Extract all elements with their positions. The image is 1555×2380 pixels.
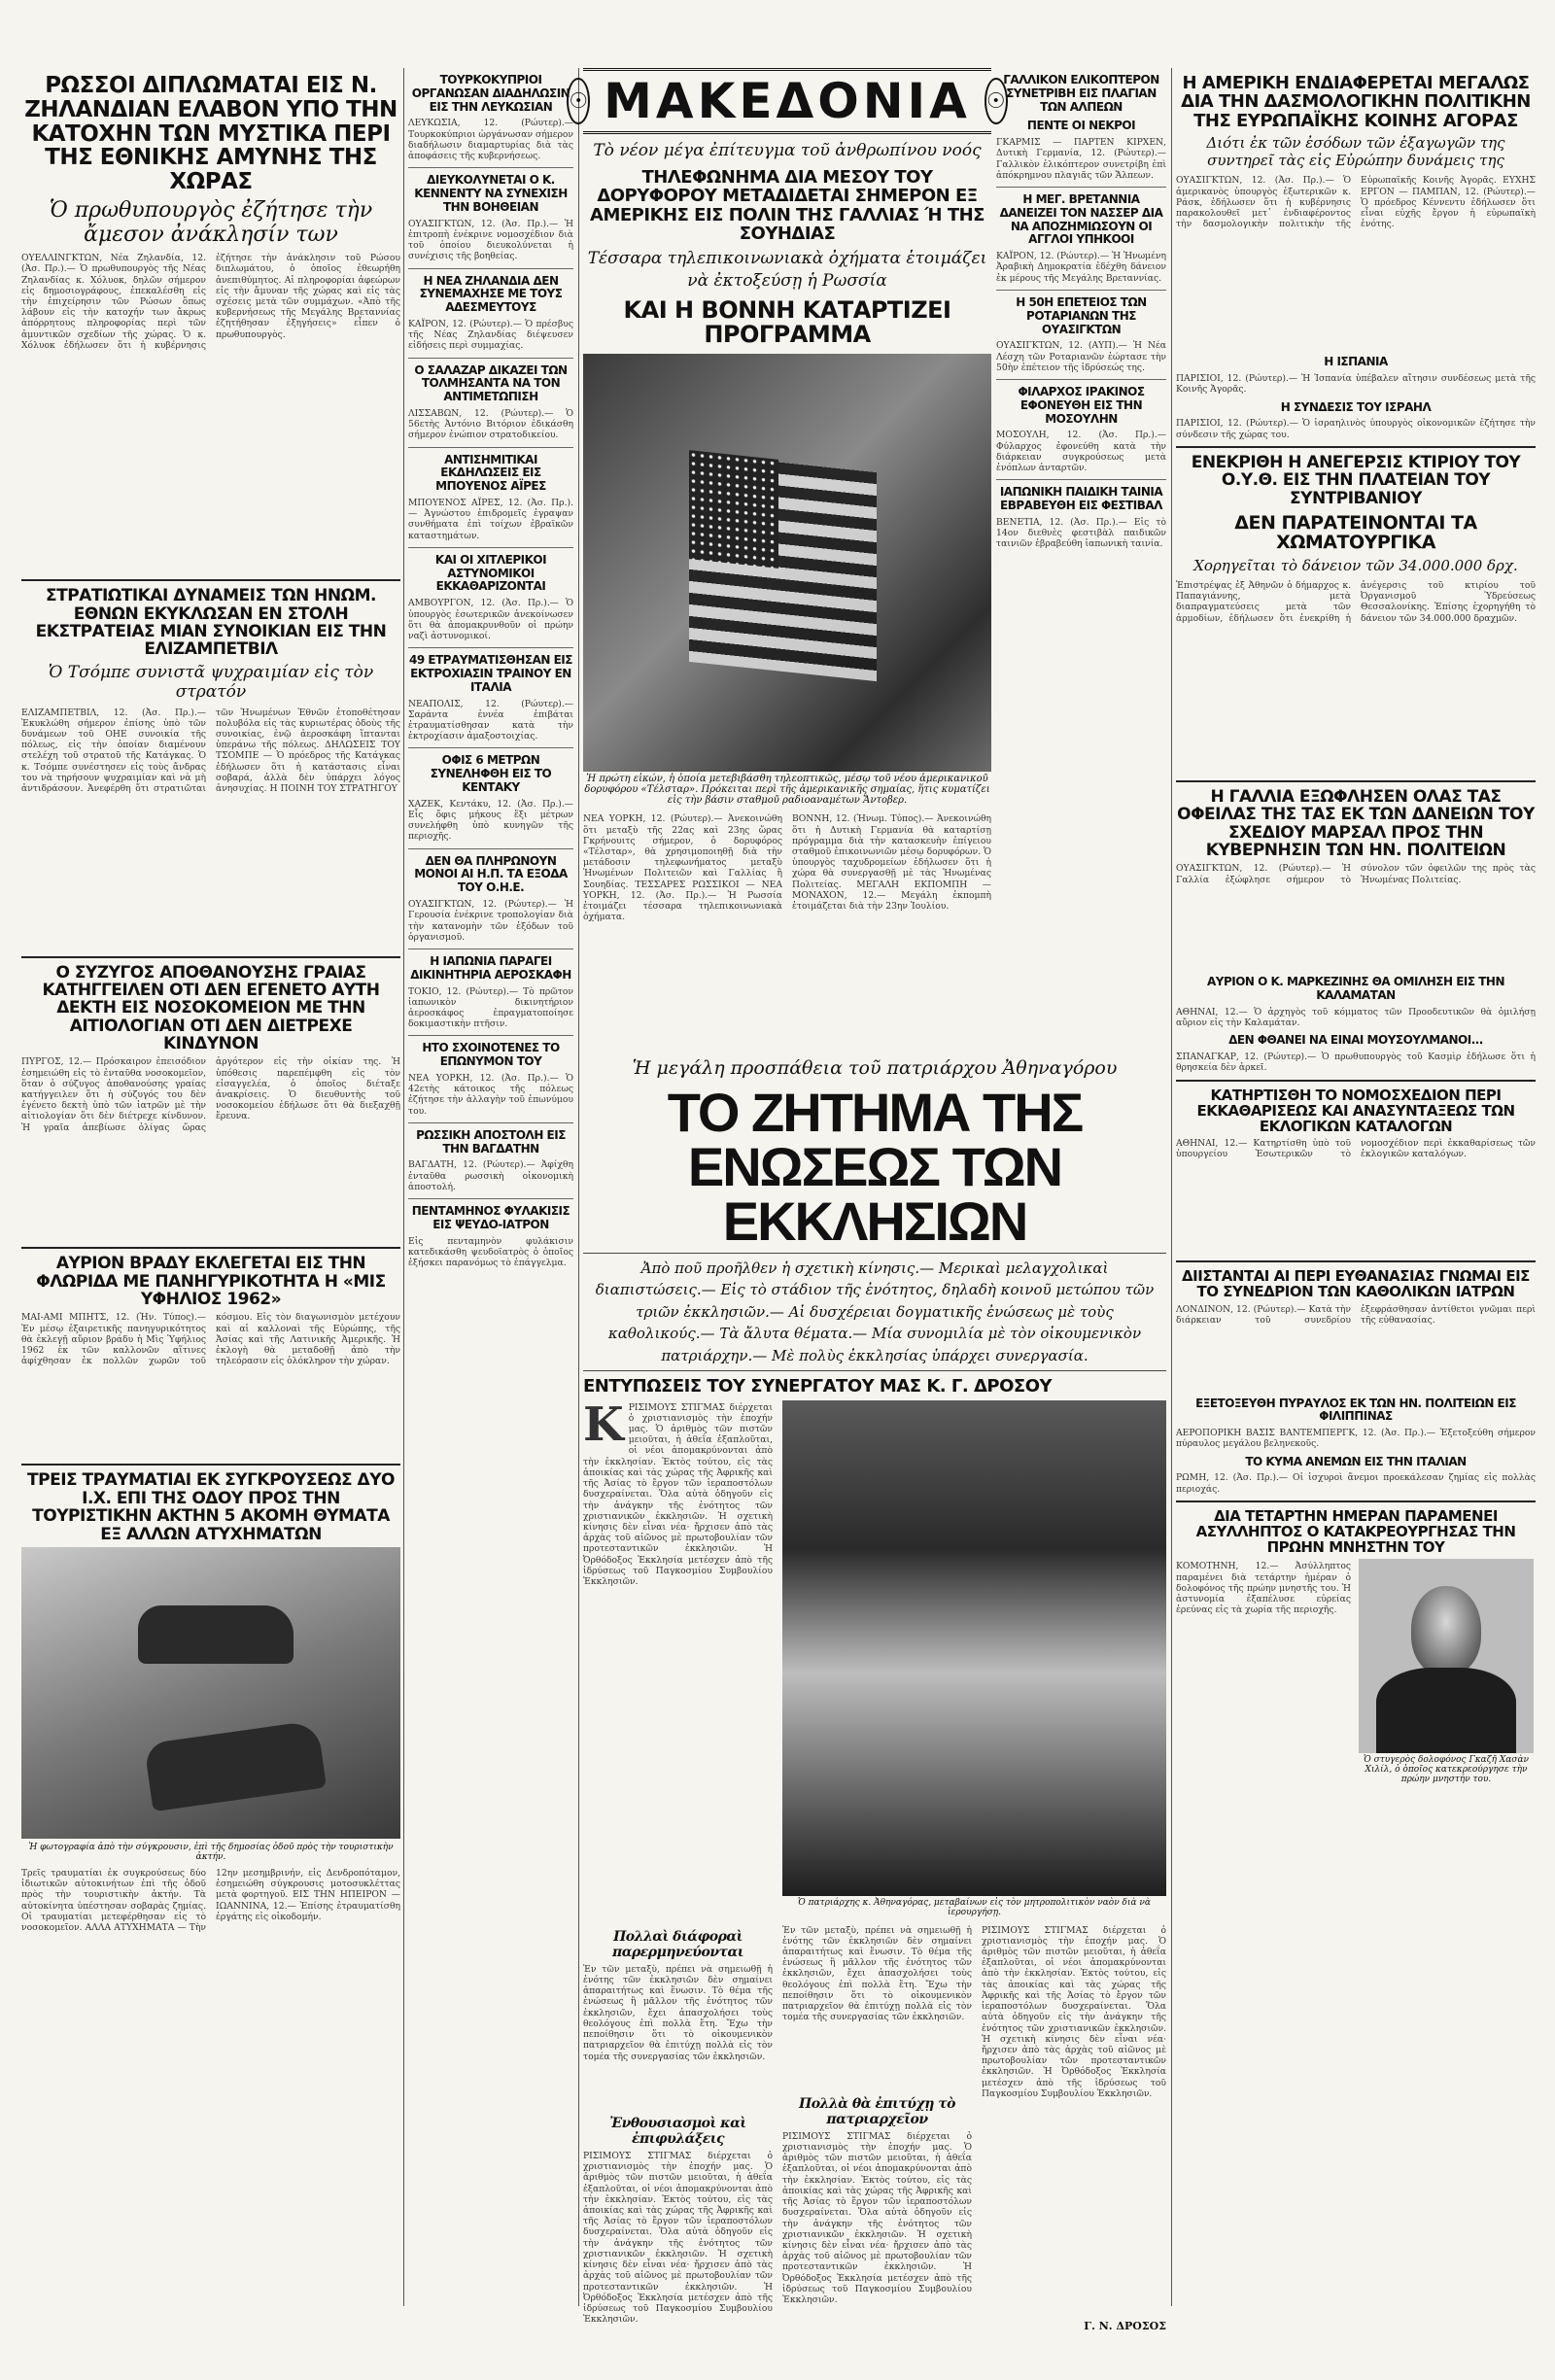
column-center-right [996, 68, 1166, 1001]
column-right [1176, 68, 1536, 2306]
divider [996, 379, 1166, 380]
brief [408, 654, 573, 742]
photo-caption: Ἡ πρώτη εἰκών, ἡ ὁποία μετεβιβάσθη τηλεοπτικῶς, μέσῳ τοῦ νέου ἀμερικανικοῦ δορυφόρου «Τέλσταρ». Πρόκειται περὶ τῆς ἀμερικανικῆς σημαίας, ἥτις κυματίζει εἰς τὴν βάσιν σταθμοῦ ραδιοαναμέτων Ἄντοβερ. [584, 774, 990, 807]
divider [996, 479, 1166, 480]
portrait-head-shape [1411, 1586, 1481, 1675]
brief-body: ΓΚΑΡΜΙΣ — ΠΑΡΤΕΝ ΚΙΡΧΕΝ, Δυτικὴ Γερμανία, 12. (Ρώυτερ).— Γαλλικὸν ἐλικόπτερον συνετρίβη ἐπὶ ἀπόκρημνου πλαγιᾶς τῶν Ἄλπεων. [996, 137, 1166, 181]
article-murderer [1176, 1508, 1536, 1811]
flag-canton-shape [689, 450, 778, 569]
divider [408, 447, 573, 448]
photo-caption: Ὁ στυγερὸς δολοφόνος Γκαζῆ Χασὰν Χιλίλ, ὁ ὁποῖος κατεκρεούργησε τὴν πρώην μνηστήν του. [1363, 1755, 1529, 1785]
article-body: ΟΥΑΣΙΓΚΤΩΝ, 12. (Ρώυτερ).— Ἡ Γαλλία ἐξώφλησε σήμερον τὸ σύνολον τῶν ὀφειλῶν της πρὸς τὰς Ἡνωμένας Πολιτείας. [1176, 863, 1536, 885]
brief-body: ΟΥΑΣΙΓΚΤΩΝ, 12. (Ρώυτερ).— Ἡ Γερουσία ἐνέκρινε τροπολογίαν διὰ τὴν κατανομὴν τῶν ἐξόδων τοῦ ὀργανισμοῦ. [408, 899, 573, 943]
brief [408, 554, 573, 641]
brief [408, 275, 573, 352]
article-body: Ἐπιστρέψας ἐξ Ἀθηνῶν ὁ δήμαρχος κ. Παπαγιάννης, μετὰ διαπραγματεύσεις μετὰ τῶν ἁρμοδίων, ἐδήλωσεν ὅτι ἐνεκρίθη ἡ ἀνέγερσις τοῦ κτιρίου τοῦ Ὀργανισμοῦ Ὑδρεύσεως Θεσσαλονίκης. Ἐπίσης ἐχορηγήθη τὸ δάνειον τῶν 34.000.000 δραχμῶν. [1176, 579, 1536, 624]
brief-body: ΟΥΑΣΙΓΚΤΩΝ, 12. (Ἀσ. Πρ.).— Ἡ ἐπιτροπὴ ἐνέκρινε νομοσχέδιον διὰ τοῦ ὁποίου διευκολύνεται ἡ συνέχισις τῆς βοηθείας. [408, 218, 573, 262]
subheadline: Ὁ πρωθυπουργὸς ἐζήτησε τὴν ἄμεσον ἀνάκλησίν των [49, 198, 373, 248]
column-divider [578, 68, 579, 2306]
divider [996, 187, 1166, 188]
headline: ΟΦΙΣ 6 ΜΕΤΡΩΝ ΣΥΝΕΛΗΦΘΗ ΕΙΣ ΤΟ ΚΕΝΤΑΚΥ [430, 753, 552, 795]
story-lower-row [583, 1923, 1166, 2380]
brief-body: ΒΕΝΕΤΙΑ, 12. (Ἀσ. Πρ.).— Εἰς τὸ 14ον διεθνὲς φεστιβὰλ παιδικῶν ταινιῶν ἐβραβεύθη ἰαπωνικὴ ταινία. [996, 516, 1166, 550]
article-body: Ἐν τῶν μεταξὺ, πρέπει νὰ σημειωθῇ ἡ ἐνότης τῶν ἐκκλησιῶν δὲν σημαίνει ἀπαραιτήτως καὶ ἕνωσιν. Τὸ θέμα τῆς ἑνώσεως ἢ μᾶλλον τῆς ἐνότητος τῶν ἐκκλησιῶν, ἔχει ἀπασχολήσει τοὺς θεολόγους ἐπὶ πολλὰ ἔτη. Ἔχω τὴν πεποίθησιν ὅτι τὸ οἰκουμενικὸν πατριαρχεῖον θὰ ἐπιτύχῃ πολλὰ εἰς τὸν τομέα τῆς συνεργασίας τῶν ἐκκλησιῶν. [782, 1924, 972, 2023]
article-body: ΑΘΗΝΑΙ, 12.— Ὁ ἀρχηγὸς τοῦ κόμματος τῶν Προοδευτικῶν θὰ ὁμιλήσῃ αὔριον εἰς τὴν Καλαμάταν. [1176, 1006, 1536, 1029]
headline: Η ΑΜΕΡΙΚΗ ΕΝΔΙΑΦΕΡΕΤΑΙ ΜΕΓΑΛΩΣ ΔΙΑ ΤΗΝ ΔΑΣΜΟΛΟΓΙΚΗΝ ΠΟΛΙΤΙΚΗΝ ΤΗΣ ΕΥΡΩΠΑΪΚΗΣ ΚΟΙΝΗΣ ΑΓΟΡΑΣ [1181, 73, 1531, 131]
divider [408, 848, 573, 849]
headline: Ο ΣΑΛΑΖΑΡ ΔΙΚΑΖΕΙ ΤΩΝ ΤΟΛΜΗΣΑΝΤΑ ΝΑ ΤΟΝ ΑΝΤΙΜΕΤΩΠΙΣΗ [414, 362, 568, 404]
brief-body: ΝΕΑ ΥΟΡΚΗ, 12. (Ἀσ. Πρ.).— Ὁ 42ετὴς κάτοικος τῆς πόλεως ἐζήτησε τὴν ἀλλαγὴν τοῦ ἐπωνύμου του. [408, 1073, 573, 1117]
headline: ΦΙΛΑΡΧΟΣ ΙΡΑΚΙΝΟΣ ΕΦΟΝΕΥΘΗ ΕΙΣ ΤΗΝ ΜΟΣΟΥΛΗΝ [1018, 384, 1145, 426]
story-text-column [982, 1923, 1166, 2380]
column-briefs [408, 68, 573, 2306]
brief-body: ΧΑΖΕΚ, Κεντάκυ, 12. (Ἀσ. Πρ.).— Εἷς ὄφις μήκους ἕξι μέτρων συνελήφθη ὑπὸ κυνηγῶν τῆς περιοχῆς. [408, 798, 573, 843]
divider [408, 1035, 573, 1036]
section-label: ΤΟ ΚΥΜΑ ΑΝΕΜΩΝ ΕΙΣ ΤΗΝ ΙΤΑΛΙΑΝ [1245, 1454, 1467, 1468]
article-body: ΠΥΡΓΟΣ, 12.— Πρόσκαιρον ἐπεισόδιον ἐσημειώθη εἰς τὸ ἐνταῦθα νοσοκομεῖον, ὅταν ὁ σύζυγος ἀποθανούσης γραίας κατήγγειλεν ὅτι ἡ σύζυγός του δὲν ἐγένετο δεκτὴ ὑπὸ τῶν ἰατρῶν μὲ τὴν αἰτιολογίαν ὅτι δὲν διέτρεχε κίνδυνον. Ἡ γραῖα ἀπεβίωσε ὀλίγας ὥρας ἀργότερον εἰς τὴν οἰκίαν της. Ἡ ὑπόθεσις παρεπέμφθη εἰς τὸν εἰσαγγελέα, ὁ ὁποῖος διέταξε ἀνακρίσεις. Ὁ διευθυντὴς τοῦ νοσοκομείου ἐδήλωσε ὅτι θὰ διεξαχθῇ ἔρευνα. [21, 1056, 400, 1133]
subheadline: Ὁ Τσόμπε συνιστᾶ ψυχραιμίαν εἰς τὸν στρατόν [48, 662, 374, 702]
kicker: Ἡ μεγάλη προσπάθεια τοῦ πατριάρχου Ἀθηναγόρου [632, 1057, 1118, 1079]
brief [996, 486, 1166, 549]
article-body: ΠΑΡΙΣΙΟΙ, 12. (Ρώυτερ).— Ἡ Ἰσπανία ὑπέβαλεν αἴτησιν συνδέσεως μετὰ τῆς Κοινῆς Ἀγορᾶς. [1176, 373, 1536, 396]
article-france-marshall [1176, 788, 1536, 1074]
headline: Η ΝΕΑ ΖΗΛΑΝΔΙΑ ΔΕΝ ΣΥΝΕΜΑΧΗΣΕ ΜΕ ΤΟΥΣ ΑΔΕΣΜΕΥΤΟΥΣ [419, 273, 563, 315]
headline: Ο ΣΥΖΥΓΟΣ ΑΠΟΘΑΝΟΥΣΗΣ ΓΡΑΙΑΣ ΚΑΤΗΓΓΕΙΛΕΝ ΟΤΙ ΔΕΝ ΕΓΕΝΕΤΟ ΑΥΤΗ ΔΕΚΤΗ ΕΙΣ ΝΟΣΟΚΟΜΕΙΟΝ ΜΕ ΤΗΝ ΑΙΤΙΟΛΟΓΙΑΝ ΟΤΙ ΔΕΝ ΔΙΕΤΡΕΧΕ ΚΙΝΔΥΝΟΝ [42, 962, 380, 1054]
headline: ΔΙΙΣΤΑΝΤΑΙ ΑΙ ΠΕΡΙ ΕΥΘΑΝΑΣΙΑΣ ΓΝΩΜΑΙ ΕΙΣ ΤΟ ΣΥΝΕΔΡΙΟΝ ΤΩΝ ΚΑΘΟΛΙΚΩΝ ΙΑΤΡΩΝ [1182, 1267, 1530, 1301]
article-euthanasia [1176, 1268, 1536, 1495]
divider [408, 358, 573, 359]
headline-secondary: ΔΕΝ ΠΑΡΑΤΕΙΝΟΝΤΑΙ ΤΑ ΧΩΜΑΤΟΥΡΓΙΚΑ [1234, 511, 1477, 554]
dropcap: Κ [583, 1397, 624, 1452]
divider [408, 747, 573, 748]
headline: ΓΑΛΛΙΚΟΝ ΕΛΙΚΟΠΤΕΡΟΝ ΣΥΝΕΤΡΙΒΗ ΕΙΣ ΠΛΑΓΙΑΝ ΤΩΝ ΑΛΠΕΩΝ [1003, 73, 1159, 114]
section-label: ΔΕΝ ΦΘΑΝΕΙ ΝΑ ΕΙΝΑΙ ΜΟΥΣΟΥΛΜΑΝΟΙ... [1228, 1033, 1483, 1048]
masthead [569, 68, 1006, 134]
story-text-column [782, 1923, 972, 2380]
headline: ΠΕΝΤΑΜΗΝΟΣ ΦΥΛΑΚΙΣΙΣ ΕΙΣ ΨΕΥΔΟ-ΙΑΤΡΟΝ [411, 1204, 570, 1231]
car-shape [138, 1605, 294, 1664]
headline: Η ΙΑΠΩΝΙΑ ΠΑΡΑΓΕΙ ΔΙΚΙΝΗΤΗΡΙΑ ΑΕΡΟΣΚΑΦΗ [410, 953, 571, 982]
article-body: ΡΙΣΙΜΟΥΣ ΣΤΙΓΜΑΣ διέρχεται ὁ χριστιανισμὸς τὴν ἐποχήν μας. Ὁ ἀριθμὸς τῶν πιστῶν μειοῦται, ἡ ἀθεΐα ἐξαπλοῦται, οἱ νέοι ἀπομακρύνονται ἀπὸ τὴν ἐκκλησίαν. Ἐκτὸς τούτου, εἰς τὰς ἀποικίας καὶ τὰς χώρας τῆς Ἀφρικῆς καὶ τῆς Ἀσίας τὸ ἔργον τῶν ἱεραποστόλων δυσχεραίνεται. Ὅλα αὐτὰ ὁδηγοῦν εἰς τὴν ἀνάγκην τῆς ἐνότητος τῶν χριστιανικῶν ἐκκλησιῶν. Ἡ σχετικὴ κίνησις δὲν εἶναι νέα· ἤρχισεν ἀπὸ τὰς ἀρχὰς τοῦ αἰῶνος μὲ πρωτοβουλίαν τῶν προτεσταντικῶν ἐκκλησιῶν. Ἡ Ὀρθόδοξος Ἐκκλησία μετέσχεν ἀπὸ τῆς ἱδρύσεως τοῦ Παγκοσμίου Συμβουλίου Ἐκκλησιῶν. [782, 2130, 972, 2306]
article-hospital [21, 964, 400, 1242]
brief-body: ΛΙΣΣΑΒΩΝ, 12. (Ρώυτερ).— Ὁ 56ετὴς Ἀντόνιο Βιτόριον ἐδικάσθη σήμερον ἐνώπιον στρατοδικείου. [408, 407, 573, 441]
article-body: Ἐν τῶν μεταξὺ, πρέπει νὰ σημειωθῇ ἡ ἐνότης τῶν ἐκκλησιῶν δὲν σημαίνει ἀπαραιτήτως καὶ ἕνωσιν. Τὸ θέμα τῆς ἑνώσεως ἢ μᾶλλον τῆς ἐνότητος τῶν ἐκκλησιῶν, ἔχει ἀπασχολήσει τοὺς θεολόγους ἐπὶ πολλὰ ἔτη. Ἔχω τὴν πεποίθησιν ὅτι τὸ οἰκουμενικὸν πατριαρχεῖον θὰ ἐπιτύχῃ πολλὰ εἰς τὸν τομέα τῆς συνεργασίας τῶν ἐκκλησιῶν. [583, 1963, 773, 2062]
photo-caption: Ἡ φωτογραφία ἀπὸ τὴν σύγκρουσιν, ἐπὶ τῆς δημοσίας ὁδοῦ πρὸς τὴν τουριστικὴν ἀκτήν. [28, 1842, 394, 1862]
brief [996, 296, 1166, 373]
divider [1176, 780, 1536, 782]
headline: ΚΑΤΗΡΤΙΣΘΗ ΤΟ ΝΟΜΟΣΧΕΔΙΟΝ ΠΕΡΙ ΕΚΚΑΘΑΡΙΣΕΩΣ ΚΑΙ ΑΝΑΣΥΝΤΑΞΕΩΣ ΤΩΝ ΕΚΛΟΓΙΚΩΝ ΚΑΤΑΛΟΓΩΝ [1196, 1086, 1515, 1135]
brief [408, 1205, 573, 1268]
headline: ΙΑΠΩΝΙΚΗ ΠΑΙΔΙΚΗ ΤΑΙΝΙΑ ΕΒΡΑΒΕΥΘΗ ΕΙΣ ΦΕΣΤΙΒΑΛ [999, 485, 1163, 513]
article-body: ΜΑΙ-ΑΜΙ ΜΠΗΤΣ, 12. (Ἠν. Τύπος).— Ἐν μέσῳ ἐξαιρετικῆς πανηγυρικότητος θὰ ἐκλεγῇ αὔριον βράδυ ἡ Μὶς Ὑφήλιος 1962 ἐκ τῶν καλλονῶν αἵτινες ἀφίχθησαν ἐκ πολλῶν χωρῶν τοῦ κόσμου. Εἰς τὸν διαγωνισμὸν μετέχουν καὶ αἱ καλλοναὶ τῆς Εὐρώπης, τῆς Ἀσίας καὶ τῆς Λατινικῆς Ἀμερικῆς. Ἡ ἐκλογὴ θὰ μεταδοθῇ ἀπὸ τὴν τηλεόρασιν εἰς ὁλόκληρον τὴν χώραν. [21, 1312, 400, 1367]
headline: Η ΓΑΛΛΙΑ ΕΞΩΦΛΗΣΕΝ ΟΛΑΣ ΤΑΣ ΟΦΕΙΛΑΣ ΤΗΣ ΤΑΣ ΕΚ ΤΩΝ ΔΑΝΕΙΩΝ ΤΟΥ ΣΧΕΔΙΟΥ ΜΑΡΣΑΛ ΠΡΟΣ ΤΗΝ ΚΥΒΕΡΝΗΣΙΝ ΤΩΝ ΗΝ. ΠΟΛΙΤΕΙΩΝ [1177, 786, 1535, 860]
article-water-building [1176, 454, 1536, 775]
brief [408, 955, 573, 1029]
photo-caption: Ὁ πατριάρχης κ. Ἀθηναγόρας, μεταβαίνων εἰς τὸν μητροπολιτικὸν ναὸν διὰ νὰ ἱερουργήσῃ. [798, 1897, 1151, 1917]
brief [408, 1129, 573, 1192]
correspondent-headline: ΕΝΤΥΠΩΣΕΙΣ ΤΟΥ ΣΥΝΕΡΓΑΤΟΥ ΜΑΣ Κ. Γ. ΔΡΟΣΟΥ [583, 1376, 1053, 1397]
headline: ΔΙΕΥΚΟΛΥΝΕΤΑΙ Ο Κ. ΚΕΝΝΕΝΤΥ ΝΑ ΣΥΝΕΧΙΣΗ ΤΗΝ ΒΟΗΘΕΙΑΝ [414, 173, 568, 214]
car-crash-photo [21, 1547, 400, 1839]
headline: Η ΜΕΓ. ΒΡΕΤΑΝΝΙΑ ΔΑΝΕΙΖΕΙ ΤΟΝ ΝΑΣΣΕΡ ΔΙΑ ΝΑ ΑΠΟΖΗΜΙΩΣΟΥΝ ΟΙ ΑΓΓΛΟΙ ΥΠΗΚΟΟΙ [999, 192, 1163, 247]
brief-body: Εἰς πενταμηνὸν φυλάκισιν κατεδικάσθη ψευδοϊατρὸς ὁ ὁποῖος ἐξήσκει παρανόμως τὸ ἐπάγγελμα. [408, 1235, 573, 1269]
car-shape [144, 1720, 327, 1811]
brief [408, 1042, 573, 1116]
article-body: ΝΕΑ ΥΟΡΚΗ, 12. (Ρώυτερ).— Ἀνεκοινώθη ὅτι μεταξὺ τῆς 22ας καὶ 23ης ὥρας Γκρήνουιτς σήμερον, ὁ δορυφόρος «Τέλσταρ», θὰ χρησιμοποιηθῇ διὰ τὴν μετάδοσιν τηλεφωνήματος μεταξὺ Ἡνωμένων Πολιτειῶν καὶ Γαλλίας ἢ Σουηδίας. ΤΕΣΣΑΡΕΣ ΡΩΣΣΙΚΟΙ — ΝΕΑ ΥΟΡΚΗ, 12. (Ἀσ. Πρ.).— Ἡ Ρωσσία ἑτοιμάζει τέσσαρα τηλεπικοινωνιακὰ ὀχήματα. [583, 813, 782, 923]
article-common-market [1176, 74, 1536, 440]
greek-emblem-icon: ☉ [567, 78, 590, 124]
article-car-crash [21, 1471, 400, 2217]
greek-emblem-icon: ☉ [985, 78, 1008, 124]
brief [408, 364, 573, 441]
brief [408, 174, 573, 261]
headline: 49 ΕΤΡΑΥΜΑΤΙΣΘΗΣΑΝ ΕΙΣ ΕΚΤΡΟΧΙΑΣΙΝ ΤΡΑΙΝΟΥ ΕΝ ΙΤΑΛΙΑ [409, 653, 572, 694]
divider [408, 547, 573, 548]
brief [408, 754, 573, 842]
section-label: ΑΥΡΙΟΝ Ο Κ. ΜΑΡΚΕΖΙΝΗΣ ΘΑ ΟΜΙΛΗΣΗ ΕΙΣ ΤΗΝ ΚΑΛΑΜΑΤΑΝ [1206, 975, 1505, 1003]
divider [1176, 1500, 1536, 1502]
brief-body: ΜΟΣΟΥΛΗ, 12. (Ἀσ. Πρ.).— Φύλαρχος ἐφονεύθη κατὰ τὴν διάρκειαν συγκρούσεως μετὰ ἐνόπλων ἀνταρτῶν. [996, 430, 1166, 473]
divider [408, 647, 573, 648]
main-subheadline: Τέσσαρα τηλεπικοινωνιακὰ ὀχήματα ἑτοιμάζει νὰ ἐκτοξεύσῃ ἡ Ρωσσία [587, 248, 987, 291]
headline: ΡΩΣΣΙΚΗ ΑΠΟΣΤΟΛΗ ΕΙΣ ΤΗΝ ΒΑΓΔΑΤΗΝ [416, 1127, 566, 1156]
article-un-forces [21, 587, 400, 949]
divider [408, 268, 573, 269]
headline: ΡΩΣΣΟΙ ΔΙΠΛΩΜΑΤΑΙ ΕΙΣ Ν. ΖΗΛΑΝΔΙΑΝ ΕΛΑΒΟΝ ΥΠΟ ΤΗΝ ΚΑΤΟΧΗΝ ΤΩΝ ΜΥΣΤΙΚΑ ΠΕΡΙ ΤΗΣ ΕΘΝΙΚΗΣ ΑΜΥΝΗΣ ΤΗΣ ΧΩΡΑΣ [24, 73, 397, 195]
divider [1176, 1260, 1536, 1262]
divider [21, 956, 400, 958]
headline: ΗΤΟ ΣΧΟΙΝΟΤΕΝΕΣ ΤΟ ΕΠΩΝΥΜΟΝ ΤΟΥ [422, 1041, 560, 1069]
article-body: ΡΙΣΙΜΟΥΣ ΣΤΙΓΜΑΣ διέρχεται ὁ χριστιανισμὸς τὴν ἐποχήν μας. Ὁ ἀριθμὸς τῶν πιστῶν μειοῦται, ἡ ἀθεΐα ἐξαπλοῦται, οἱ νέοι ἀπομακρύνονται ἀπὸ τὴν ἐκκλησίαν. Ἐκτὸς τούτου, εἰς τὰς ἀποικίας καὶ τὰς χώρας τῆς Ἀφρικῆς καὶ τῆς Ἀσίας τὸ ἔργον τῶν ἱεραποστόλων δυσχεραίνεται. Ὅλα αὐτὰ ὁδηγοῦν εἰς τὴν ἀνάγκην τῆς ἐνότητος τῶν χριστιανικῶν ἐκκλησιῶν. Ἡ σχετικὴ κίνησις δὲν εἶναι νέα· ἤρχισεν ἀπὸ τὰς ἀρχὰς τοῦ αἰῶνος μὲ πρωτοβουλίαν τῶν προτεσταντικῶν ἐκκλησιῶν. Ἡ Ὀρθόδοξος Ἐκκλησία μετέσχεν ἀπὸ τῆς ἱδρύσεως τοῦ Παγκοσμίου Συμβουλίου Ἐκκλησιῶν. [982, 1924, 1166, 2099]
subheadline: ΠΕΝΤΕ ΟΙ ΝΕΚΡΟΙ [1026, 119, 1136, 133]
story-text-column [583, 1923, 773, 2380]
brief-body: ΤΟΚΙΟ, 12. (Ρώυτερ).— Τὸ πρῶτον ἰαπωνικὸν δικινητήριον ἀεροσκάφος ἐπραγματοποίησε δοκιμαστικὴν πτῆσιν. [408, 985, 573, 1030]
headline: ΤΟΥΡΚΟΚΥΠΡΙΟΙ ΟΡΓΑΝΩΣΑΝ ΔΙΑΔΗΛΩΣΙΝ ΕΙΣ ΤΗΝ ΛΕΥΚΩΣΙΑΝ [411, 73, 570, 114]
section-label: ΕΞΕΤΟΞΕΥΘΗ ΠΥΡΑΥΛΟΣ ΕΚ ΤΩΝ ΗΝ. ΠΟΛΙΤΕΙΩΝ ΕΙΣ ΦΙΛΙΠΠΙΝΑΣ [1195, 1396, 1516, 1424]
column-divider [403, 68, 404, 2306]
suspect-portrait-photo [1359, 1559, 1534, 1753]
headline: ΣΤΡΑΤΙΩΤΙΚΑΙ ΔΥΝΑΜΕΙΣ ΤΩΝ ΗΝΩΜ. ΕΘΝΩΝ ΕΚΥΚΛΩΣΑΝ ΕΝ ΣΤΟΛΗ ΕΚΣΤΡΑΤΕΙΑΣ ΜΙΑΝ ΣΥΝΟΙΚΙΑΝ ΕΙΣ ΤΗΝ ΕΛΙΖΑΜΠΕΤΒΙΛ [35, 586, 387, 660]
article-miss-universe [21, 1255, 400, 1458]
church-unity-story [583, 1054, 1166, 2332]
church-photo-column [782, 1400, 1166, 1923]
article-text: ΡΙΣΙΜΟΥΣ ΣΤΙΓΜΑΣ διέρχεται ὁ χριστιανισμὸς τὴν ἐποχήν μας. Ὁ ἀριθμὸς τῶν πιστῶν μειοῦται, ἡ ἀθεΐα ἐξαπλοῦται, οἱ νέοι ἀπομακρύνονται ἀπὸ τὴν ἐκκλησίαν. Ἐκτὸς τούτου, εἰς τὰς ἀποικίας καὶ τὰς χώρας τῆς Ἀφρικῆς καὶ τῆς Ἀσίας τὸ ἔργον τῶν ἱεραποστόλων δυσχεραίνεται. Ὅλα αὐτὰ ὁδηγοῦν εἰς τὴν ἀνάγκην τῆς ἐνότητος τῶν χριστιανικῶν ἐκκλησιῶν. Ἡ σχετικὴ κίνησις δὲν εἶναι νέα· ἤρχισεν ἀπὸ τὰς ἀρχὰς τοῦ αἰῶνος μὲ πρωτοβουλίαν τῶν προτεσταντικῶν ἐκκλησιῶν. Ἡ Ὀρθόδοξος Ἐκκλησία μετέσχεν ἀπὸ τῆς ἱδρύσεως τοῦ Παγκοσμίου Συμβουλίου Ἐκκλησιῶν. [583, 1401, 773, 1588]
divider [408, 1122, 573, 1123]
divider [21, 1464, 400, 1466]
story-row [583, 1397, 1166, 1923]
article-body [583, 1397, 773, 1908]
brief-body: ΚΑΪΡΟΝ, 12. (Ρώυτερ).— Ἡ Ἡνωμένη Ἀραβικὴ Δημοκρατία ἐδέχθη δάνειον ἐκ μέρους τῆς Μεγάλης Βρεταννίας. [996, 251, 1167, 284]
brief-body: ΚΑΪΡΟΝ, 12. (Ρώυτερ).— Ὁ πρέσβυς τῆς Νέας Ζηλανδίας διέψευσεν εἰδήσεις περὶ συμμαχίας. [408, 318, 573, 352]
section-label: Η ΙΣΠΑΝΙΑ [1324, 355, 1388, 369]
subheading: Πολλὰ θὰ ἐπιτύχῃ τὸ πατριαρχεῖον [798, 2095, 955, 2127]
main-headline: ΤΗΛΕΦΩΝΗΜΑ ΔΙΑ ΜΕΣΟΥ ΤΟΥ ΔΟΡΥΦΟΡΟΥ ΜΕΤΑΔΙΔΕΤΑΙ ΣΗΜΕΡΟΝ ΕΞ ΑΜΕΡΙΚΗΣ ΕΙΣ ΠΟΛΙΝ ΤΗΣ ΓΑΛΛΙΑΣ Ή ΤΗΣ ΣΟΥΗΔΙΑΣ [590, 166, 985, 245]
brief [408, 74, 573, 161]
article-body: ΛΟΝΔΙΝΟΝ, 12. (Ρώυτερ).— Κατὰ τὴν διάρκειαν τοῦ συνεδρίου ἐξεφράσθησαν ἀντίθετοι γνῶμαι περὶ τῆς εὐθανασίας. [1176, 1303, 1536, 1326]
subheading: Ἐνθουσιασμοὶ καὶ ἐπιφυλάξεις [609, 2115, 746, 2147]
patriarch-procession-photo [782, 1400, 1166, 1896]
second-headline: ΚΑΙ Η ΒΟΝΝΗ ΚΑΤΑΡΤΙΖΕΙ ΠΡΟΓΡΑΜΜΑ [623, 295, 951, 349]
brief-body: ΒΑΓΔΑΤΗ, 12. (Ρώυτερ).— Ἀφίχθη ἐνταῦθα ρωσσικὴ οἰκονομικὴ ἀποστολή. [408, 1159, 573, 1192]
brief [408, 855, 573, 943]
article-body: ΑΘΗΝΑΙ, 12.— Κατηρτίσθη ὑπὸ τοῦ ὑπουργείου Ἐσωτερικῶν τὸ νομοσχέδιον περὶ ἐκκαθαρίσεως τῶν ἐκλογικῶν καταλόγων. [1176, 1138, 1536, 1160]
brief-body: ΑΜΒΟΥΡΓΟΝ, 12. (Ἀσ. Πρ.).— Ὁ ὑπουργὸς ἐσωτερικῶν ἀνεκοίνωσεν ὅτι θὰ ἀπομακρυνθοῦν οἱ πρώην ναζὶ ἀστυνομικοί. [408, 598, 573, 641]
headline: ΕΝΕΚΡΙΘΗ Η ΑΝΕΓΕΡΣΙΣ ΚΤΙΡΙΟΥ ΤΟΥ Ο.Υ.Θ. ΕΙΣ ΤΗΝ ΠΛΑΤΕΙΑΝ ΤΟΥ ΣΥΝΤΡΙΒΑΝΙΟΥ [1191, 452, 1521, 508]
signature: Γ. Ν. ΔΡΟΣΟΣ [1084, 2319, 1166, 2332]
divider [1176, 446, 1536, 448]
article-body: ΑΕΡΟΠΟΡΙΚΗ ΒΑΣΙΣ ΒΑΝΤΕΜΠΕΡΓΚ, 12. (Ἀσ. Πρ.).— Ἐξετοξεύθη σήμερον πύραυλος μεγάλου βεληνεκοῦς. [1176, 1428, 1536, 1450]
article-russian-diplomats [21, 74, 400, 573]
column-left [21, 68, 400, 2306]
headline: ΚΑΙ ΟΙ ΧΙΤΛΕΡΙΚΟΙ ΑΣΤΥΝΟΜΙΚΟΙ ΕΚΚΑΘΑΡΙΖΟΝΤΑΙ [434, 552, 547, 594]
headline: Η 50Η ΕΠΕΤΕΙΟΣ ΤΩΝ ΡΟΤΑΡΙΑΝΩΝ ΤΗΣ ΟΥΑΣΙΓΚΤΩΝ [1016, 294, 1147, 336]
story-summary: Ἀπὸ ποῦ προῆλθεν ἡ σχετικὴ κίνησις.— Μερικαὶ μελαγχολικαὶ διαπιστώσεις.— Εἰς τὸ στάδιον τῆς ἐνότητος, δηλαδὴ κοινοῦ μετώπου τῶν τριῶν ἐκκλησιῶν.— Αἱ δυσχέρειαι δογματικῆς ἐνώσεως μὲ τοὺς καθολικούς.— Τὰ ἄλυτα θέματα.— Μία συνομιλία μὲ τὸν οἰκουμενικὸν πατριάρχην.— Μὲ πολὺς ἐκκλησίας ὑπάρχει συνεργασία. [583, 1253, 1166, 1372]
headline: ΑΥΡΙΟΝ ΒΡΑΔΥ ΕΚΛΕΓΕΤΑΙ ΕΙΣ ΤΗΝ ΦΛΩΡΙΔΑ ΜΕ ΠΑΝΗΓΥΡΙΚΟΤΗΤΑ Η «ΜΙΣ ΥΦΗΛΙΟΣ 1962» [36, 1254, 386, 1310]
divider [408, 167, 573, 168]
article-body: ΟΥΕΛΛΙΝΓΚΤΩΝ, Νέα Ζηλανδία, 12. (Ἀσ. Πρ.).— Ὁ πρωθυπουργὸς τῆς Νέας Ζηλανδίας κ. Χόλυοκ, δηλῶν σήμερον εἰς δημοσιογράφους, ἐπεκαλέσθη εἰς τὴν ἐπιχείρησιν τῶν Ρώσων ὅπως λάβουν εἰς τὴν κατοχήν των ἄκρως ἀπόρρητους πληροφορίας περὶ τῶν ἀμυντικῶν σχεδίων τῆς χώρας. Ὁ κ. Χόλυοκ ἐδήλωσεν ὅτι ἡ κυβέρνησις ἐζήτησε τὴν ἀνάκλησιν τοῦ Ρώσου διπλωμάτου, ὁ ὁποῖος ἐθεωρήθη ἀνεπιθύμητος. Αἱ πληροφορίαι ἀφεώρων εἰς τὴν ἄμυναν τῆς χώρας καὶ εἰς τὰς σχέσεις μετὰ τῶν συμμάχων. «Ἀπὸ τῆς κυβερνήσεως τῆς Μεγάλης Βρεταννίας ἐζητήθησαν ἐξηγήσεις» εἶπεν ὁ πρωθυπουργὸς. [21, 253, 400, 351]
article-body: ΟΥΑΣΙΓΚΤΩΝ, 12. (Ἀσ. Πρ.).— Ὁ ἀμερικανὸς ὑπουργὸς ἐξωτερικῶν κ. Ράσκ, ἐδήλωσεν ὅτι ἡ κυβέρνησις παρακολουθεῖ μετ᾽ ἐνδιαφέροντος τὴν δασμολογικὴν πολιτικὴν τῆς Εὐρωπαϊκῆς Κοινῆς Ἀγορᾶς. ΕΥΧΗΣ ΕΡΓΟΝ — ΠΑΜΠΑΝ, 12. (Ρώυτερ).— Ὁ πρόεδρος Κέννεντυ ἐδήλωσεν ὅτι εἶναι εὐχῆς ἔργον ἡ εὐρωπαϊκὴ ἑνότης. [1176, 175, 1536, 230]
murder-row [1176, 1559, 1536, 1810]
article-body: ΕΛΙΖΑΜΠΕΤΒΙΛ, 12. (Ἀσ. Πρ.).— Ἐκυκλώθη σήμερον ἐπίσης ὑπὸ τῶν δυνάμεων τοῦ ΟΗΕ συνοικία τῆς πόλεως, εἰς τὴν ὁποίαν διαμένουν στελέχη τοῦ στρατοῦ τῆς Κατάγκας. Ὁ κ. Τσόμπε συνέστησεν εἰς τοὺς ἄνδρας του νὰ τηρήσουν ψυχραιμίαν καὶ νὰ μὴ ἀντιδράσουν. Ἀνεφέρθη ὅτι στρατιῶται τῶν Ἡνωμένων Ἐθνῶν ἐτοποθέτησαν πολυβόλα εἰς τὰς κυριωτέρας ὁδοὺς τῆς συνοικίας, ἐνῷ ἀεροσκάφη ἵπτανται ὑπεράνω τῆς πόλεως. ΔΗΛΩΣΕΙΣ ΤΟΥ ΤΣΟΜΠΕ — Ὁ πρόεδρος τῆς Κατάγκας ἐδήλωσεν ὅτι ἡ κατάστασις εἶναι σοβαρά, ἀλλὰ δὲν ὑπάρχει λόγος ἀνησυχίας. Η ΠΟΙΝΗ ΤΟΥ ΣΤΡΑΤΗΓΟΥ [21, 707, 400, 795]
headline: ΔΙΑ ΤΕΤΑΡΤΗΝ ΗΜΕΡΑΝ ΠΑΡΑΜΕΝΕΙ ΑΣΥΛΛΗΠΤΟΣ Ο ΚΑΤΑΚΡΕΟΥΡΓΗΣΑΣ ΤΗΝ ΠΡΩΗΝ ΜΝΗΣΤΗΝ ΤΟΥ [1195, 1506, 1516, 1557]
divider [21, 1247, 400, 1249]
divider [21, 579, 400, 581]
brief-body: ΛΕΥΚΩΣΙΑ, 12. (Ρώυτερ).— Τουρκοκύπριοι ὠργάνωσαν σήμερον διαδήλωσιν διαμαρτυρίας διὰ τὰς ἀποφάσεις τῆς κυβερνήσεως. [408, 118, 574, 162]
subheadline: Χορηγεῖται τὸ δάνειον τῶν 34.000.000 δρχ. [1193, 556, 1518, 574]
brief [996, 74, 1166, 181]
brief [996, 386, 1166, 473]
divider [1176, 1080, 1536, 1082]
divider [996, 290, 1166, 291]
article-body: Τρεῖς τραυματίαι ἐκ συγκρούσεως δύο ἰδιωτικῶν αὐτοκινήτων ἐπὶ τῆς ὁδοῦ πρὸς τὴν τουριστικὴν ἀκτήν. Τὰ αὐτοκίνητα ὑπέστησαν σοβαρὰς ζημίας. Οἱ τραυματίαι μετεφέρθησαν εἰς τὸ νοσοκομεῖον. ΑΛΛΑ ΑΤΥΧΗΜΑΤΑ — Τὴν 12ην μεσημβρινήν, εἰς Δενδροπόταμον, ἐσημειώθη σύγκρουσις μοτοσυκλέττας μετὰ φορτηγοῦ. ΕΙΣ ΤΗΝ ΗΠΕΙΡΟΝ — ΙΩΑΝΝΙΝΑ, 12.— Ἐπίσης ἐτραυματίσθη ἐργάτης εἰς οἰκοδομήν. [21, 1867, 400, 1933]
article-body: ΡΙΣΙΜΟΥΣ ΣΤΙΓΜΑΣ διέρχεται ὁ χριστιανισμὸς τὴν ἐποχήν μας. Ὁ ἀριθμὸς τῶν πιστῶν μειοῦται, ἡ ἀθεΐα ἐξαπλοῦται, οἱ νέοι ἀπομακρύνονται ἀπὸ τὴν ἐκκλησίαν. Ἐκτὸς τούτου, εἰς τὰς ἀποικίας καὶ τὰς χώρας τῆς Ἀφρικῆς καὶ τῆς Ἀσίας τὸ ἔργον τῶν ἱεραποστόλων δυσχεραίνεται. Ὅλα αὐτὰ ὁδηγοῦν εἰς τὴν ἀνάγκην τῆς ἐνότητος τῶν χριστιανικῶν ἐκκλησιῶν. Ἡ σχετικὴ κίνησις δὲν εἶναι νέα· ἤρχισεν ἀπὸ τὰς ἀρχὰς τοῦ αἰῶνος μὲ πρωτοβουλίαν τῶν προτεσταντικῶν ἐκκλησιῶν. Ἡ Ὀρθόδοξος Ἐκκλησία μετέσχεν ἀπὸ τῆς ἱδρύσεως τοῦ Παγκοσμίου Συμβουλίου Ἐκκλησιῶν. [583, 2150, 773, 2326]
article-body: ΣΠΑΝΑΓΚΑΡ, 12. (Ρώυτερ).— Ὁ πρωθυπουργὸς τοῦ Κασμὶρ ἐδήλωσε ὅτι ἡ θρησκεία δὲν ἀρκεῖ. [1176, 1052, 1536, 1074]
section-label: Η ΣΥΝΔΕΣΙΣ ΤΟΥ ΙΣΡΑΗΛ [1280, 399, 1432, 414]
article-body: ΒΟΝΝΗ, 12. (Ἠνωμ. Τύπος).— Ἀνεκοινώθη ὅτι ἡ Δυτικὴ Γερμανία θὰ καταρτίσῃ πρόγραμμα διὰ τὴν κατασκευὴν ἐπίγειου σταθμοῦ ἐπικοινωνιῶν μέσῳ δορυφόρων. Ὁ ὑπουργὸς ταχυδρομείων ἐδήλωσεν ὅτι ἡ χώρα θὰ συνεργασθῇ μὲ τὰς Ἡνωμένας Πολιτείας. ΜΕΓΑΛΗ ΕΚΠΟΜΠΗ — ΜΟΝΑΧΟΝ, 12.— Μεγάλη ἐκπομπὴ ἑτοιμάζεται διὰ τὴν 23ην Ἰουλίου. [792, 813, 991, 913]
brief-body: ΜΠΟΥΕΝΟΣ ΑΪΡΕΣ, 12. (Ἀσ. Πρ.).— Ἀγνώστου ἐπιδρομεῖς ἐγραψαν συνθήματα ἐπὶ τοίχων ἑβραϊκῶν καταστημάτων. [408, 498, 573, 541]
article-electoral-lists [1176, 1087, 1536, 1256]
flag-photo [583, 354, 991, 772]
column-divider [1171, 68, 1172, 2306]
subheadline: Διότι ἐκ τῶν ἐσόδων τῶν ἐξαγωγῶν της συντηρεῖ τὰς εἰς Εὐρώπην δυνάμεις της [1206, 134, 1505, 170]
masthead-title: ΜΑΚΕΔΟΝΙΑ [604, 73, 971, 129]
brief-body: ΟΥΑΣΙΓΚΤΩΝ, 12. (ΑΥΠ).— Ἡ Νέα Λέσχη τῶν Ροταριανῶν ἑώρτασε τὴν 50ὴν ἐπέτειον τῆς ἱδρύσεώς της. [996, 340, 1166, 373]
brief-body: ΝΕΑΠΟΛΙΣ, 12. (Ρώυτερ).— Σαράντα ἐννέα ἐπιβάται ἐτραυματίσθησαν κατὰ τὴν ἐκτροχίασιν ἀμαξοστοιχίας. [408, 698, 573, 742]
story-text-column [583, 1397, 773, 1923]
article-body: ΡΩΜΗ, 12. (Ἀσ. Πρ.).— Οἱ ἰσχυροὶ ἄνεμοι προεκάλεσαν ζημίας εἰς πολλὰς περιοχάς. [1176, 1472, 1536, 1495]
portrait-body-shape [1376, 1668, 1516, 1753]
article-body: ΚΟΜΟΤΗΝΗ, 12.— Ἀσύλληπτος παραμένει διὰ τετάρτην ἡμέραν ὁ δολοφόνος τῆς πρώην μνηστῆς του. Ἡ ἀστυνομία ἐξαπέλυσε εὐρείας ἐρεύνας εἰς τὰ χωρία τῆς περιοχῆς. [1176, 1561, 1351, 1616]
portrait-column [1359, 1559, 1534, 1810]
article-body: ΠΑΡΙΣΙΟΙ, 12. (Ρώυτερ).— Ὁ ἰσραηλινὸς ὑπουργὸς οἰκονομικῶν ἐζήτησε τὴν σύνδεσιν τῆς χώρας του. [1176, 418, 1536, 440]
kicker: Τὸ νέον μέγα ἐπίτευγμα τοῦ ἀνθρωπίνου νοός [593, 141, 982, 160]
headline: ΤΡΕΙΣ ΤΡΑΥΜΑΤΙΑΙ ΕΚ ΣΥΓΚΡΟΥΣΕΩΣ ΔΥΟ Ι.Χ. ΕΠΙ ΤΗΣ ΟΔΟΥ ΠΡΟΣ ΤΗΝ ΤΟΥΡΙΣΤΙΚΗΝ ΑΚΤΗΝ 5 ΑΚΟΜΗ ΘΥΜΑΤΑ ΕΞ ΑΛΛΩΝ ΑΤΥΧΗΜΑΤΩΝ [27, 1470, 395, 1544]
divider [408, 1198, 573, 1199]
headline: ΑΝΤΙΣΗΜΙΤΙΚΑΙ ΕΚΔΗΛΩΣΕΙΣ ΕΙΣ ΜΠΟΥΕΝΟΣ ΑΪΡΕΣ [435, 452, 546, 494]
subheading: Πολλαὶ διάφοραὶ παρερμηνεύονται [611, 1928, 744, 1960]
big-headline: ΤΟ ΖΗΤΗΜΑ ΤΗΣ ΕΝΩΣΕΩΣ ΤΩΝ ΕΚΚΛΗΣΙΩΝ [667, 1081, 1083, 1252]
headline: ΔΕΝ ΘΑ ΠΛΗΡΩΝΟΥΝ ΜΟΝΟΙ ΑΙ Η.Π. ΤΑ ΕΞΟΔΑ ΤΟΥ Ο.Η.Ε. [414, 853, 568, 895]
brief [996, 193, 1166, 284]
brief [408, 454, 573, 541]
